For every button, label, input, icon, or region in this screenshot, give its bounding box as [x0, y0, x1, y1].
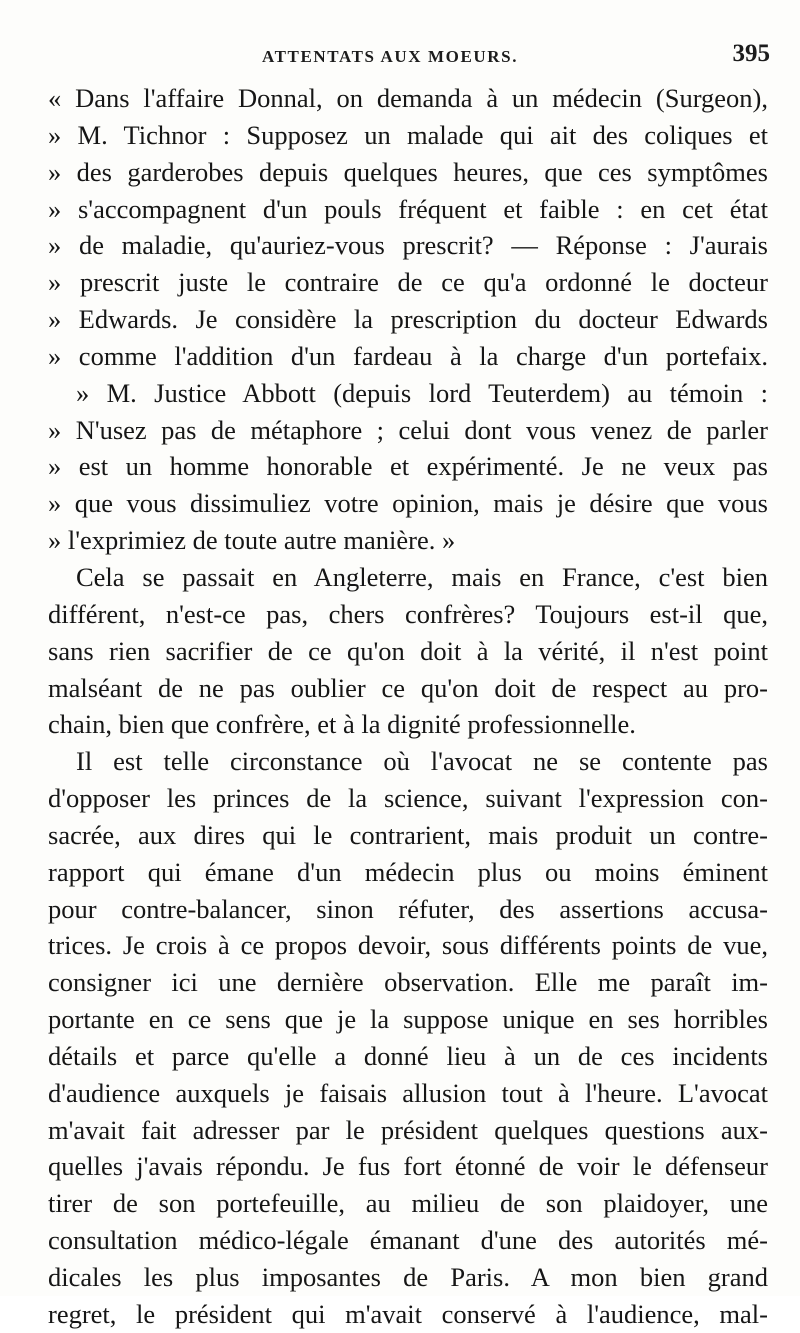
text-line: » l'exprimiez de toute autre manière. » — [48, 525, 456, 556]
text-line: rapport qui émane d'un médecin plus ou moins éminent — [48, 856, 768, 887]
text-line: Cela se passait en Angleterre, mais en France, c'est bien — [76, 561, 768, 592]
text-line: sacrée, aux dires qui le contrarient, mais produit un contre- — [48, 819, 768, 850]
text-line: d'opposer les princes de la science, suivant l'expression con- — [48, 783, 768, 814]
text-line: détails et parce qu'elle a donné lieu à un de ces incidents — [48, 1040, 768, 1071]
text-line: » prescrit juste le contraire de ce qu'a ordonné le docteur — [48, 267, 768, 298]
text-line: » des garderobes depuis quelques heures, que ces symptômes — [48, 156, 768, 187]
text-line: » Edwards. Je considère la prescription du docteur Edwards — [48, 304, 768, 335]
text-line: regret, le président qui m'avait conservé à l'audience, mal- — [48, 1298, 768, 1329]
text-line: trices. Je crois à ce propos devoir, sous différents points de vue, — [48, 930, 768, 961]
text-line: » que vous dissimuliez votre opinion, mais je désire que vous — [48, 488, 768, 519]
page-header — [262, 40, 770, 72]
body-text — [48, 80, 768, 1333]
text-line: m'avait fait adresser par le président quelques questions aux- — [48, 1114, 768, 1145]
text-line: » comme l'addition d'un fardeau à la charge d'un portefaix. — [48, 340, 768, 371]
text-line: tirer de son portefeuille, au milieu de son plaidoyer, une — [48, 1188, 768, 1219]
text-line: portante en ce sens que je la suppose unique en ses horribles — [48, 1004, 768, 1035]
text-line: chain, bien que confrère, et à la dignité professionnelle. — [48, 709, 636, 740]
text-line: « Dans l'affaire Donnal, on demanda à un médecin (Surgeon), — [48, 83, 768, 113]
text-line: quelles j'avais répondu. Je fus fort étonné de voir le défenseur — [48, 1151, 768, 1182]
page-number: 395 — [732, 40, 770, 67]
text-line: » est un homme honorable et expérimenté. Je ne veux pas — [48, 451, 768, 482]
text-line: consultation médico-légale émanant d'une des autorités mé- — [48, 1225, 768, 1256]
text-line: d'audience auxquels je faisais allusion tout à l'heure. L'avocat — [48, 1077, 768, 1108]
text-line: consigner ici une dernière observation. Elle me paraît im- — [48, 967, 768, 998]
text-line: Il est telle circonstance où l'avocat ne se contente pas — [76, 746, 768, 777]
text-line: » N'usez pas de métaphore ; celui dont vous venez de parler — [48, 414, 768, 445]
text-line: » M. Tichnor : Supposez un malade qui ait des coliques et — [48, 119, 768, 150]
text-line: malséant de ne pas oublier ce qu'on doit de respect au pro- — [48, 672, 768, 703]
text-line: dicales les plus imposantes de Paris. A mon bien grand — [48, 1262, 768, 1292]
running-title: ATTENTATS AUX MOEURS. — [262, 47, 519, 66]
text-line: sans rien sacrifier de ce qu'on doit à la vérité, il n'est point — [48, 635, 768, 666]
text-line: » M. Justice Abbott (depuis lord Teuterdem) au témoin : — [76, 377, 768, 408]
text-line: pour contre-balancer, sinon réfuter, des assertions accusa- — [48, 893, 768, 924]
text-line: » de maladie, qu'auriez-vous prescrit? — Réponse : J'aurais — [48, 230, 768, 261]
text-line: » s'accompagnent d'un pouls fréquent et faible : en cet état — [48, 193, 768, 224]
text-line: différent, n'est-ce pas, chers confrères? Toujours est-il que, — [48, 598, 768, 629]
